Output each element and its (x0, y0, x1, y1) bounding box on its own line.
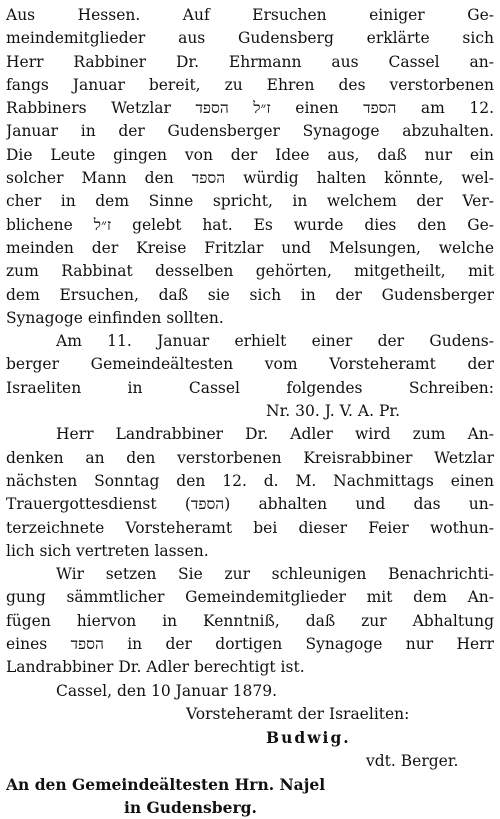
quoted-letter (6, 400, 494, 819)
letter-line: Herr Landrabbiner Dr. Adler wird zum An- (56, 425, 494, 444)
signature-countersign: vdt. Berger. (366, 751, 459, 770)
article-line: blichene ז״ל gelebt hat. Es wurde dies den Ge- (6, 215, 494, 234)
letter-place-date: Cassel, den 10 Januar 1879. (56, 681, 278, 700)
letter-line: Wir setzen Sie zur schleunigen Benachrichti- (56, 565, 494, 584)
letter-line: terzeichnete Vorsteheramt bei dieser Feier wothun- (6, 518, 494, 537)
letter-line: eines הספד in der dortigen Synagoge nur Herr (6, 635, 494, 654)
article-line: Rabbiners Wetzlar ז״ל הספד einen הספד am 12. (6, 99, 494, 118)
article-line: Am 11. Januar erhielt einer der Gudens- (56, 332, 494, 351)
letter-line: gung sämmtlicher Gemeindemitglieder mit dem An- (6, 588, 494, 607)
article-line: fangs Januar bereit, zu Ehren des verstorbenen (6, 75, 494, 94)
signature-name: Budwig. (266, 728, 351, 748)
article-body (6, 4, 494, 400)
letter-addressee-place: in Gudensberg. (124, 798, 257, 818)
article-line: cher in dem Sinne spricht, in welchem der Ver- (6, 192, 494, 211)
article-line: berger Gemeindeältesten vom Vorsteheramt der (6, 355, 494, 374)
letter-line: denken an den verstorbenen Kreisrabbiner Wetzlar (6, 448, 494, 467)
letter-line: Trauergottesdienst (הספד) abhalten und das un- (6, 495, 494, 514)
article-line: meindemitglieder aus Gudensberg erklärte sich (6, 29, 494, 48)
article-line: Januar in der Gudensberger Synagoge abzuhalten. (6, 122, 494, 141)
article-line: solcher Mann den הספד würdig halten könnte, wel- (6, 169, 494, 188)
article-line: Die Leute gingen von der Idee aus, daß nur ein (6, 145, 494, 164)
letter-line: Landrabbiner Dr. Adler berechtigt ist. (6, 658, 305, 677)
article-line: Herr Rabbiner Dr. Ehrmann aus Cassel an- (6, 52, 494, 71)
article-line: meinden der Kreise Fritzlar und Melsungen, welche (6, 238, 494, 257)
letter-line: lich sich vertreten lassen. (6, 541, 209, 560)
article-line: Israeliten in Cassel folgendes Schreiben: (6, 378, 494, 397)
letter-line: nächsten Sonntag den 12. d. M. Nachmittags einen (6, 471, 494, 490)
article-line: dem Ersuchen, daß sie sich in der Gudensberger (6, 285, 494, 304)
letter-signatory: Vorsteheramt der Israeliten: (186, 704, 410, 723)
letter-line: fügen hiervon in Kenntniß, daß zur Abhaltung (6, 611, 494, 630)
article-line: zum Rabbinat desselben gehörten, mitgetheilt, mit (6, 262, 494, 281)
letter-addressee: An den Gemeindeältesten Hrn. Najel (6, 774, 326, 794)
article-line: Synagoge einfinden sollten. (6, 308, 224, 327)
article-line: Aus Hessen. Auf Ersuchen einiger Ge- (6, 6, 494, 24)
letter-reference: Nr. 30. J. V. A. Pr. (266, 402, 401, 421)
